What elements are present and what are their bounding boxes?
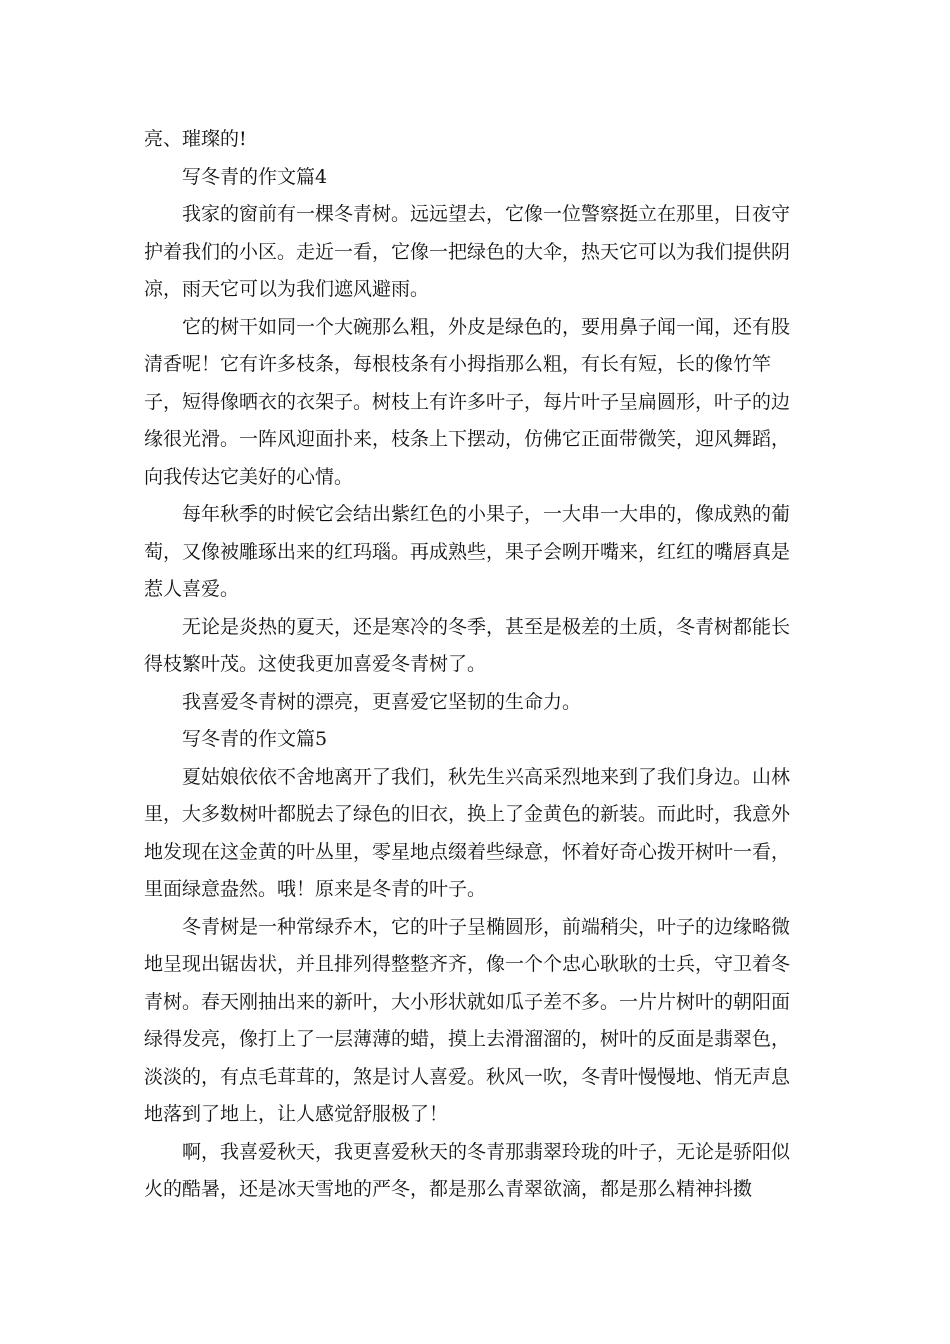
document-body — [144, 121, 806, 1209]
text-line: 我家的窗前有一棵冬青树。远远望去，它像一位警察挺立在那里，日夜守 — [182, 203, 791, 225]
text-line: 淡淡的，有点毛茸茸的，煞是讨人喜爱。秋风一吹，冬青叶慢慢地、悄无声息 — [144, 1065, 791, 1088]
text-line: 绿得发亮，像打上了一层薄薄的蜡，摸上去滑溜溜的，树叶的反面是翡翠色， — [144, 1028, 791, 1050]
text-line: 我喜爱冬青树的漂亮，更喜爱它坚韧的生命力。 — [182, 690, 582, 713]
text-line: 它的树干如同一个大碗那么粗，外皮是绿色的，要用鼻子闻一闻，还有股 — [182, 315, 791, 338]
text-line: 惹人喜爱。 — [144, 578, 240, 600]
text-line: 青树。春天刚抽出来的新叶，大小形状就如瓜子差不多。一片片树叶的朝阳面 — [144, 990, 791, 1013]
text-line: 凉，雨天它可以为我们遮风避雨。 — [144, 278, 430, 300]
section-heading: 写冬青的作文篇5 — [182, 728, 328, 750]
text-line: 萄，又像被雕琢出来的红玛瑙。再成熟些，果子会咧开嘴来，红红的嘴唇真是 — [144, 540, 791, 563]
text-line: 缘很光滑。一阵风迎面扑来，枝条上下摆动，仿佛它正面带微笑，迎风舞蹈， — [144, 428, 791, 450]
text-line: 每年秋季的时候它会结出紫红色的小果子，一大串一大串的，像成熟的葡 — [182, 503, 791, 525]
text-line: 地落到了地上，让人感觉舒服极了！ — [144, 1103, 449, 1125]
text-line: 地呈现出锯齿状，并且排列得整整齐齐，像一个个忠心耿耿的士兵，守卫着冬 — [144, 953, 791, 975]
text-line: 火的酷暑，还是冰天雪地的严冬，都是那么青翠欲滴，都是那么精神抖擞 — [144, 1178, 753, 1200]
text-line: 啊，我喜爱秋天，我更喜爱秋天的冬青那翡翠玲珑的叶子，无论是骄阳似 — [182, 1140, 791, 1163]
section-heading: 写冬青的作文篇4 — [182, 165, 328, 188]
text-line: 向我传达它美好的心情。 — [144, 465, 354, 488]
text-line: 无论是炎热的夏天，还是寒冷的冬季，甚至是极差的土质，冬青树都能长 — [182, 615, 791, 638]
text-line: 里，大多数树叶都脱去了绿色的旧衣，换上了金黄色的新装。而此时，我意外 — [144, 803, 791, 825]
text-line: 冬青树是一种常绿乔木，它的叶子呈椭圆形，前端稍尖，叶子的边缘略微 — [182, 915, 791, 938]
text-line: 护着我们的小区。走近一看，它像一把绿色的大伞，热天它可以为我们提供阴 — [144, 240, 791, 263]
text-line: 里面绿意盎然。哦！原来是冬青的叶子。 — [144, 878, 487, 900]
text-line: 子，短得像晒衣的衣架子。树枝上有许多叶子，每片叶子呈扁圆形，叶子的边 — [144, 390, 791, 413]
text-line: 清香呢！它有许多枝条，每根枝条有小拇指那么粗，有长有短，长的像竹竿 — [144, 353, 772, 375]
text-line: 亮、璀璨的! — [144, 128, 247, 150]
text-line: 夏姑娘依依不舍地离开了我们，秋先生兴高采烈地来到了我们身边。山林 — [182, 765, 791, 788]
text-line: 地发现在这金黄的叶丛里，零星地点缀着些绿意，怀着好奇心拨开树叶一看， — [144, 840, 791, 863]
text-line: 得枝繁叶茂。这使我更加喜爱冬青树了。 — [144, 653, 487, 675]
